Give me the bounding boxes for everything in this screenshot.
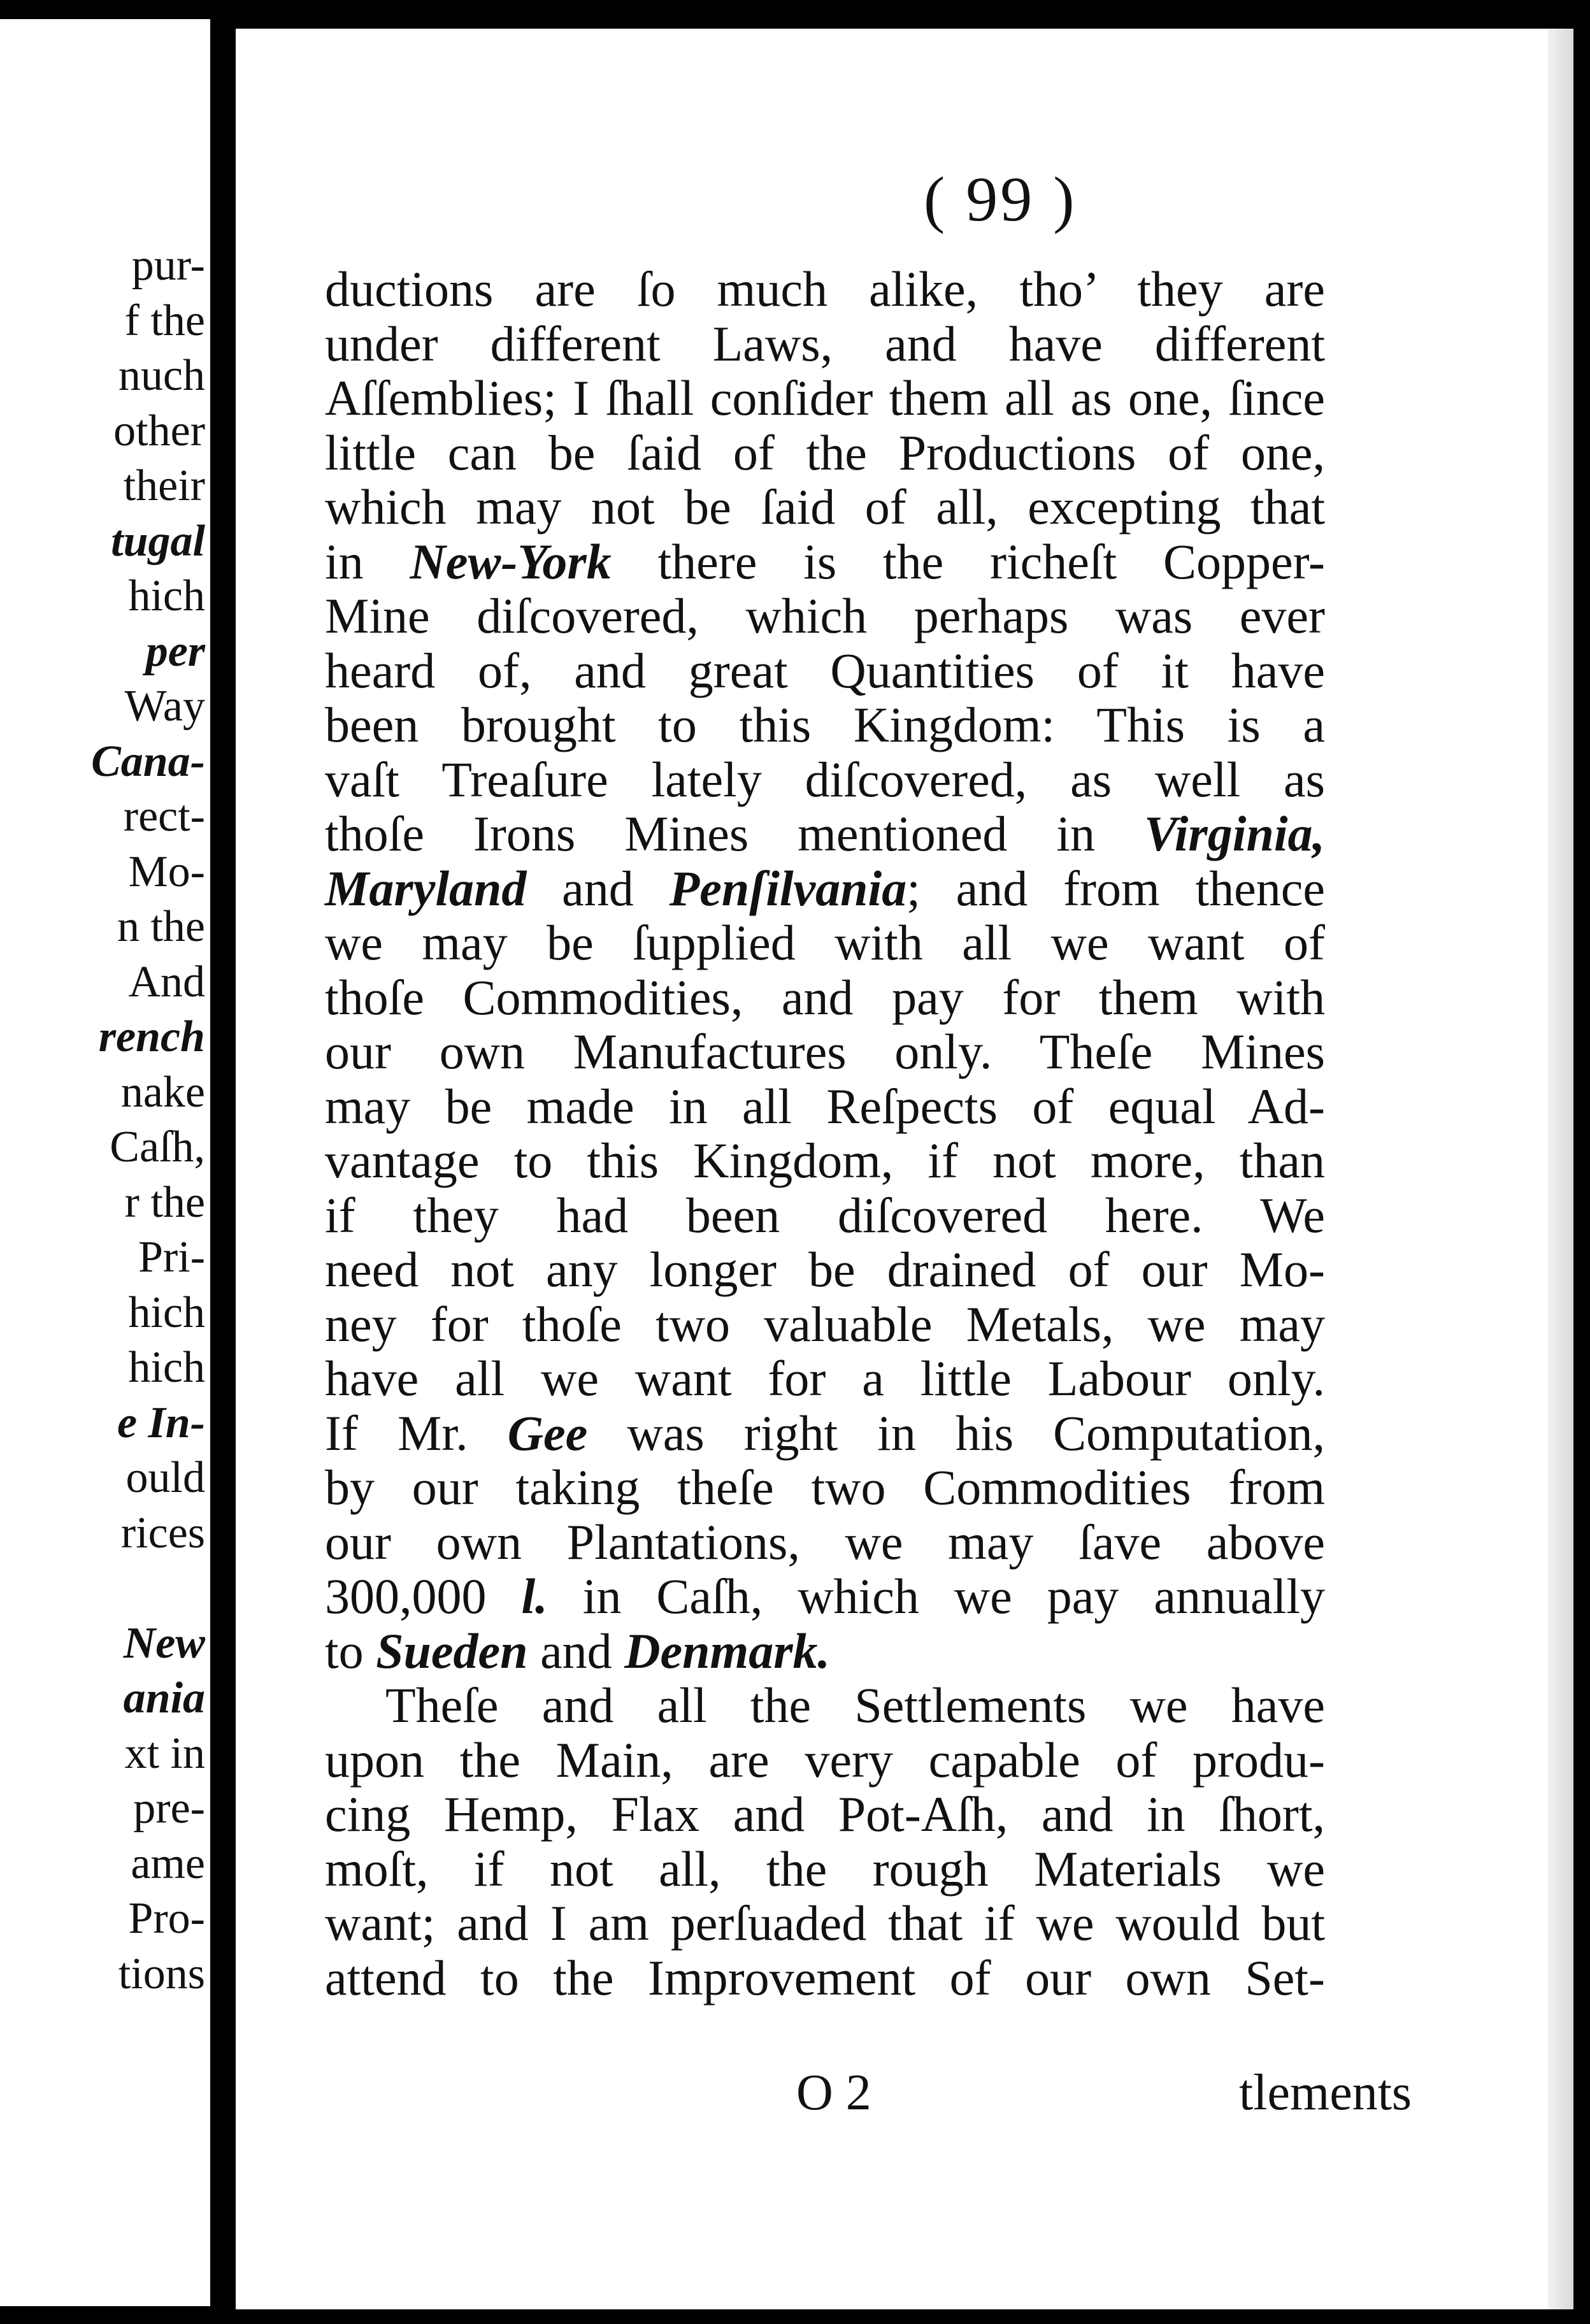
text-run: in bbox=[325, 533, 410, 589]
text-line bbox=[325, 1405, 1325, 1461]
text-line: want; and I am perſuaded that if we would but bbox=[325, 1895, 1325, 1951]
facing-page-line: tions bbox=[118, 1949, 205, 1998]
text-line: moſt, if not all, the rough Materials we bbox=[325, 1840, 1325, 1897]
text-line bbox=[325, 806, 1325, 861]
italic-name: Maryland bbox=[325, 860, 527, 916]
facing-page-line: nake bbox=[120, 1067, 205, 1117]
facing-page-line: xt in bbox=[124, 1728, 205, 1778]
text-line: cing Hemp, Flax and Pot-Aſh, and in ſhort, bbox=[325, 1786, 1325, 1842]
facing-page-line: Caſh, bbox=[110, 1123, 205, 1172]
text-line: thoſe Commodities, and pay for them with bbox=[325, 969, 1325, 1025]
italic-name: Gee bbox=[507, 1405, 588, 1461]
facing-page-line: per bbox=[145, 626, 205, 676]
text-line bbox=[325, 860, 1325, 916]
text-line: little can be ſaid of the Productions of one, bbox=[325, 424, 1325, 480]
facing-page-line: Cana- bbox=[91, 736, 205, 786]
facing-page-line: tugal bbox=[111, 516, 205, 566]
page-number: ( 99 ) bbox=[924, 164, 1077, 234]
facing-page-line: hich bbox=[128, 571, 205, 620]
facing-page-line: And bbox=[128, 957, 205, 1007]
text-run: to bbox=[325, 1623, 376, 1679]
text-line: heard of, and great Quantities of it have bbox=[325, 642, 1325, 698]
facing-page-line: f the bbox=[124, 296, 205, 345]
facing-page-line: nuch bbox=[118, 351, 205, 400]
italic-name: Denmark. bbox=[624, 1623, 831, 1679]
facing-page-line: rect- bbox=[123, 792, 205, 841]
text-line: need not any longer be drained of our Mo- bbox=[325, 1242, 1325, 1297]
facing-page-line: pre- bbox=[133, 1784, 205, 1833]
facing-page-line: Pro- bbox=[128, 1894, 205, 1943]
text-line: been brought to this Kingdom: This is a bbox=[325, 697, 1325, 752]
facing-page-line: Pri- bbox=[138, 1233, 205, 1282]
facing-page-line: pur- bbox=[131, 241, 205, 290]
text-line bbox=[325, 1623, 1325, 1679]
facing-page-line: ania bbox=[123, 1674, 205, 1723]
text-line: vaſt Treaſure lately diſcovered, as well as bbox=[325, 751, 1325, 807]
text-line: our own Manufactures only. Theſe Mines bbox=[325, 1024, 1325, 1079]
text-line: upon the Main, are very capable of produ- bbox=[325, 1732, 1325, 1788]
facing-page-line: Way bbox=[124, 682, 205, 731]
text-line: may be made in all Reſpects of equal Ad- bbox=[325, 1078, 1325, 1134]
text-line: have all we want for a little Labour only. bbox=[325, 1351, 1325, 1406]
italic-name: l. bbox=[521, 1568, 548, 1624]
facing-page-line: e In- bbox=[117, 1398, 205, 1447]
page-edge bbox=[1548, 29, 1573, 2309]
text-run: thoſe Irons Mines mentioned in bbox=[325, 806, 1145, 861]
facing-page-line: rices bbox=[120, 1508, 205, 1558]
facing-page-line: ame bbox=[131, 1839, 205, 1888]
text-run: If Mr. bbox=[325, 1405, 508, 1461]
text-line: we may be ſupplied with all we want of bbox=[325, 915, 1325, 970]
text-line: under different Laws, and have different bbox=[325, 315, 1325, 371]
italic-name: New-York bbox=[410, 533, 612, 589]
facing-page-line: n the bbox=[117, 902, 205, 951]
text-line: ductions are ſo much alike, tho’ they are bbox=[325, 261, 1325, 317]
text-line: Theſe and all the Settlements we have bbox=[385, 1677, 1325, 1733]
facing-page-left bbox=[0, 19, 210, 2306]
signature-mark: O 2 bbox=[796, 2065, 871, 2121]
text-line bbox=[325, 533, 1326, 589]
italic-name: Sueden bbox=[376, 1623, 528, 1679]
facing-page-line: their bbox=[123, 461, 205, 510]
text-run: 300,000 bbox=[325, 1568, 522, 1624]
facing-page-line: r the bbox=[124, 1177, 205, 1227]
facing-page-line: hich bbox=[128, 1288, 205, 1337]
text-line: ney for thoſe two valuable Metals, we may bbox=[325, 1296, 1325, 1352]
text-line: vantage to this Kingdom, if not more, than bbox=[325, 1133, 1325, 1188]
book-page bbox=[236, 29, 1573, 2309]
facing-page-line: hich bbox=[128, 1343, 205, 1392]
text-line: by our taking theſe two Commodities from bbox=[325, 1460, 1325, 1515]
book-gutter bbox=[210, 0, 236, 2324]
text-run: and bbox=[527, 1623, 625, 1679]
facing-page-line: New bbox=[123, 1618, 205, 1668]
text-line bbox=[325, 1568, 1325, 1624]
text-run: was right in his Computation, bbox=[587, 1405, 1325, 1461]
text-line: Mine diſcovered, which perhaps was ever bbox=[325, 588, 1325, 643]
text-run: ; and from thence bbox=[906, 860, 1325, 916]
text-line: our own Plantations, we may ſave above bbox=[325, 1514, 1325, 1570]
facing-page-line: ould bbox=[125, 1453, 205, 1502]
facing-page-line: rench bbox=[98, 1012, 205, 1061]
italic-name: Virginia, bbox=[1144, 806, 1325, 861]
facing-page-line: Mo- bbox=[128, 847, 205, 896]
catchword: tlements bbox=[1239, 2065, 1412, 2121]
text-line: attend to the Improvement of our own Set- bbox=[325, 1949, 1325, 2005]
text-line: if they had been diſcovered here. We bbox=[325, 1187, 1325, 1243]
text-line: Aſſemblies; I ſhall conſider them all as one, ſince bbox=[325, 370, 1325, 426]
facing-page-line: other bbox=[113, 406, 205, 455]
text-line: which may not be ſaid of all, excepting that bbox=[325, 479, 1325, 534]
text-run: there is the richeſt Copper- bbox=[611, 533, 1326, 589]
italic-name: Penſilvania bbox=[669, 860, 907, 916]
text-run: in Caſh, which we pay annually bbox=[547, 1568, 1325, 1624]
text-run: and bbox=[526, 860, 670, 916]
